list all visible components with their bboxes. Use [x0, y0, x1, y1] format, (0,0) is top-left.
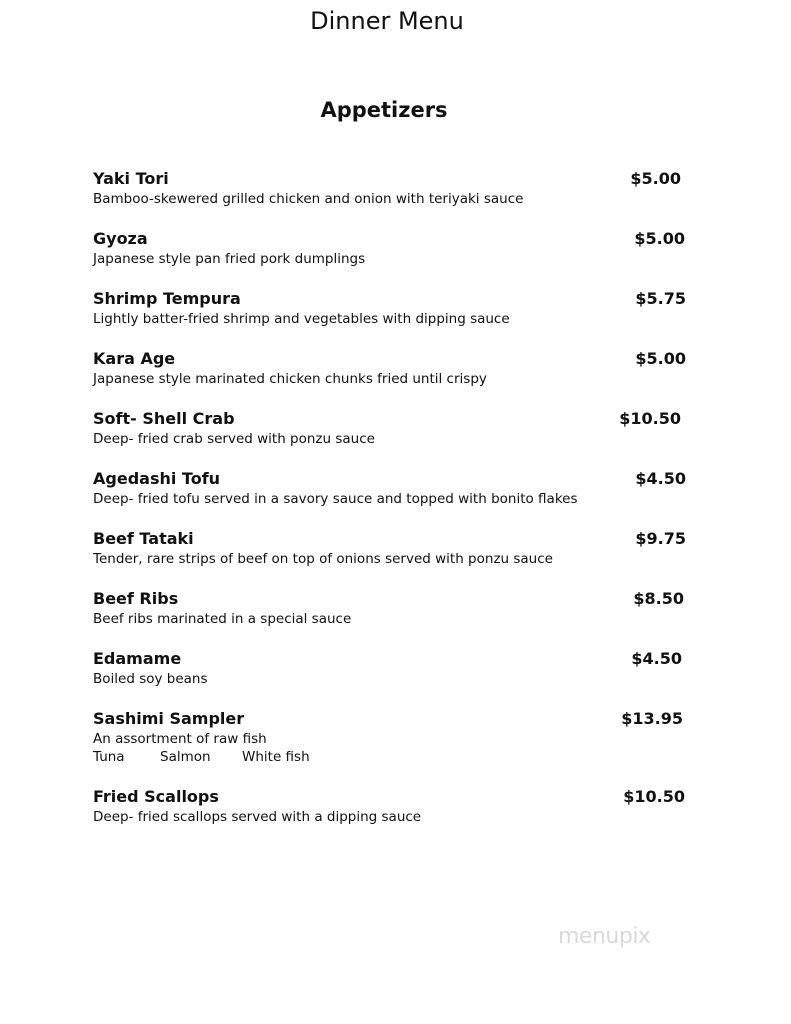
- item-name: Fried Scallops: [93, 787, 219, 806]
- item-name: Shrimp Tempura: [93, 289, 241, 308]
- item-description: Beef ribs marinated in a special sauce: [93, 611, 352, 627]
- item-description: An assortment of raw fish: [93, 731, 267, 747]
- menu-item: [93, 348, 693, 408]
- menu-item: [93, 228, 693, 288]
- item-price: $5.00: [635, 349, 686, 368]
- item-description: Deep- fried scallops served with a dipping sauce: [93, 809, 422, 825]
- item-description: Bamboo-skewered grilled chicken and onion with teriyaki sauce: [93, 191, 524, 207]
- item-price: $4.50: [635, 469, 686, 488]
- item-name: Edamame: [93, 649, 182, 668]
- item-price: $9.75: [635, 529, 686, 548]
- item-price: $5.75: [635, 289, 686, 308]
- item-price: $5.00: [634, 229, 685, 248]
- item-name: Kara Age: [93, 349, 176, 368]
- menu-item: [93, 708, 693, 786]
- item-price: $10.50: [623, 787, 685, 806]
- menu-item: [93, 168, 693, 228]
- page-title: Dinner Menu: [310, 7, 464, 35]
- menupix-watermark: menupix: [558, 924, 651, 949]
- item-name: Agedashi Tofu: [93, 469, 221, 488]
- menu-item: [93, 648, 693, 708]
- item-name: Soft- Shell Crab: [93, 409, 235, 428]
- item-description: Japanese style pan fried pork dumplings: [93, 251, 366, 267]
- item-description: Deep- fried crab served with ponzu sauce: [93, 431, 375, 447]
- item-price: $8.50: [633, 589, 684, 608]
- menu-item: [93, 288, 693, 348]
- menu-item: [93, 588, 693, 648]
- option-tuna: Tuna: [93, 749, 125, 765]
- item-options: [93, 748, 310, 766]
- item-name: Beef Tataki: [93, 529, 194, 548]
- menu-list: [93, 168, 693, 846]
- item-description: Japanese style marinated chicken chunks fried until crispy: [93, 371, 487, 387]
- menu-item: [93, 528, 693, 588]
- item-price: $4.50: [631, 649, 682, 668]
- option-salmon: Salmon: [160, 749, 211, 765]
- item-price: $10.50: [619, 409, 681, 428]
- menu-item: [93, 408, 693, 468]
- item-price: $13.95: [621, 709, 683, 728]
- item-name: Sashimi Sampler: [93, 709, 245, 728]
- item-name: Yaki Tori: [93, 169, 169, 188]
- item-description: Deep- fried tofu served in a savory sauce and topped with bonito flakes: [93, 491, 578, 507]
- menu-item: [93, 786, 693, 846]
- item-description: Lightly batter-fried shrimp and vegetables with dipping sauce: [93, 311, 510, 327]
- section-title-appetizers: Appetizers: [320, 98, 448, 122]
- menu-item: [93, 468, 693, 528]
- item-description: Tender, rare strips of beef on top of onions served with ponzu sauce: [93, 551, 553, 567]
- item-price: $5.00: [630, 169, 681, 188]
- item-description: Boiled soy beans: [93, 671, 208, 687]
- item-name: Gyoza: [93, 229, 148, 248]
- item-name: Beef Ribs: [93, 589, 179, 608]
- option-white-fish: White fish: [242, 749, 310, 765]
